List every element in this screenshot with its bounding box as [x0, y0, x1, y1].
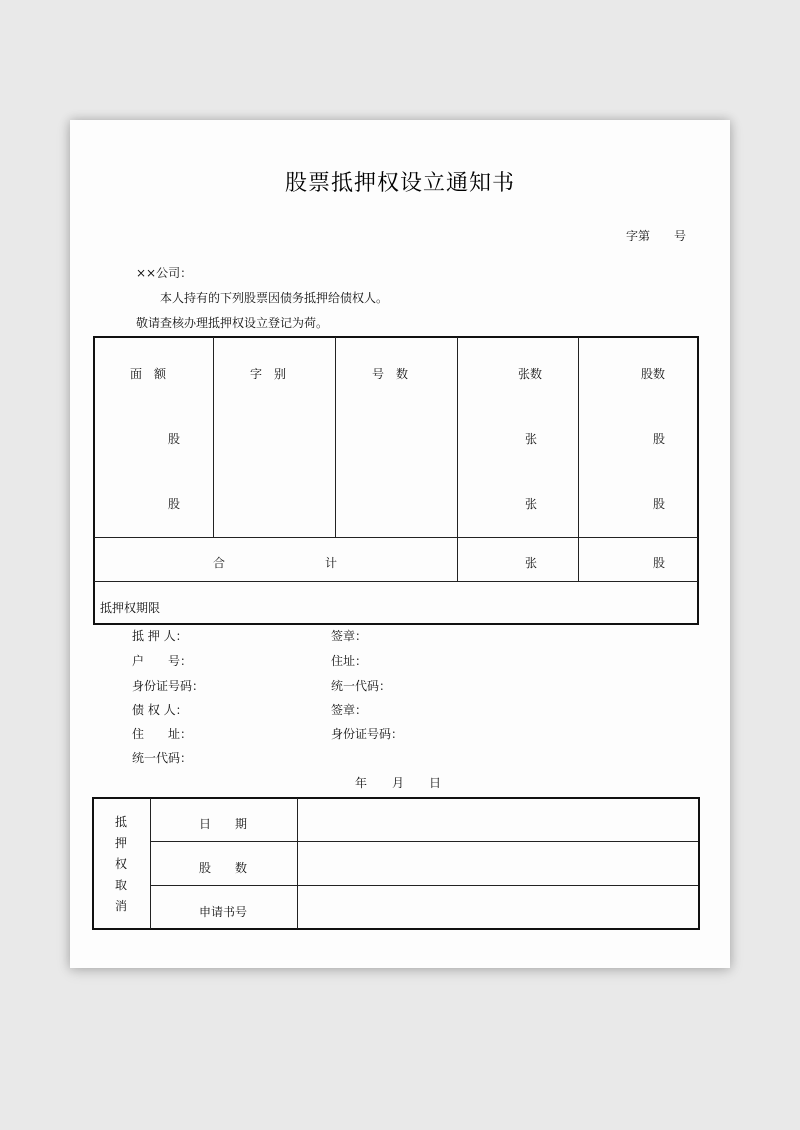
pledgor-address-label: 住址： [331, 654, 368, 668]
pledgor-id-label: 身份证号码： [132, 679, 205, 693]
row2-shares-unit: 股 [653, 497, 666, 511]
row1-sheets-unit: 张 [525, 432, 538, 446]
body-line-1: 本人持有的下列股票因债务抵押给债权人。 [160, 291, 389, 305]
cancel-application-no-label: 申请书号 [199, 905, 248, 919]
row1-shares-unit: 股 [653, 432, 666, 446]
stock-table-rule [94, 537, 698, 538]
stock-table-divider [457, 337, 458, 581]
header-number: 号 数 [372, 367, 409, 381]
date-year: 年 [355, 776, 368, 790]
creditor-id-label: 身份证号码： [331, 727, 404, 741]
stock-table-rule [94, 581, 698, 582]
creditor-address-label: 住 址： [132, 727, 193, 741]
date-month: 月 [392, 776, 405, 790]
pledgor-code-label: 统一代码： [331, 679, 392, 693]
total-sheets-unit: 张 [525, 556, 538, 570]
pledgor-label: 抵 押 人： [132, 629, 188, 643]
stock-table-divider [335, 337, 336, 537]
cancel-date-label: 日 期 [199, 817, 248, 831]
creditor-code-label: 统一代码： [132, 751, 193, 765]
cancel-table-divider [297, 798, 298, 929]
document-title: 股票抵押权设立通知书 [284, 171, 515, 196]
header-shares: 股数 [641, 367, 666, 381]
creditor-seal-label: 签章： [331, 703, 368, 717]
cancel-table-rule [151, 841, 698, 842]
row1-face-unit: 股 [168, 432, 181, 446]
total-label-a: 合 [213, 556, 226, 570]
total-shares-unit: 股 [653, 556, 666, 570]
household-label: 户 号： [132, 654, 193, 668]
header-sheets: 张数 [518, 367, 543, 381]
total-label-b: 计 [325, 556, 338, 570]
header-face-value: 面 额 [130, 367, 167, 381]
reference-number: 字第 号 [626, 229, 687, 243]
pledgor-seal-label: 签章： [331, 629, 368, 643]
row2-sheets-unit: 张 [525, 497, 538, 511]
cancellation-table [92, 797, 700, 930]
date-day: 日 [429, 776, 442, 790]
pledge-term-label: 抵押权期限 [100, 601, 161, 615]
cancel-table-rule [151, 885, 698, 886]
row2-face-unit: 股 [168, 497, 181, 511]
cancellation-side-label: 抵 押 权 取 消 [114, 815, 127, 913]
header-series: 字 别 [250, 367, 287, 381]
body-line-2: 敬请查核办理抵押权设立登记为荷。 [136, 316, 329, 330]
stock-table-divider [578, 337, 579, 581]
creditor-label: 债 权 人： [132, 703, 188, 717]
addressee: ××公司： [136, 266, 193, 280]
cancel-table-divider [150, 798, 151, 929]
stock-table-divider [213, 337, 214, 537]
cancel-shares-label: 股 数 [199, 861, 248, 875]
